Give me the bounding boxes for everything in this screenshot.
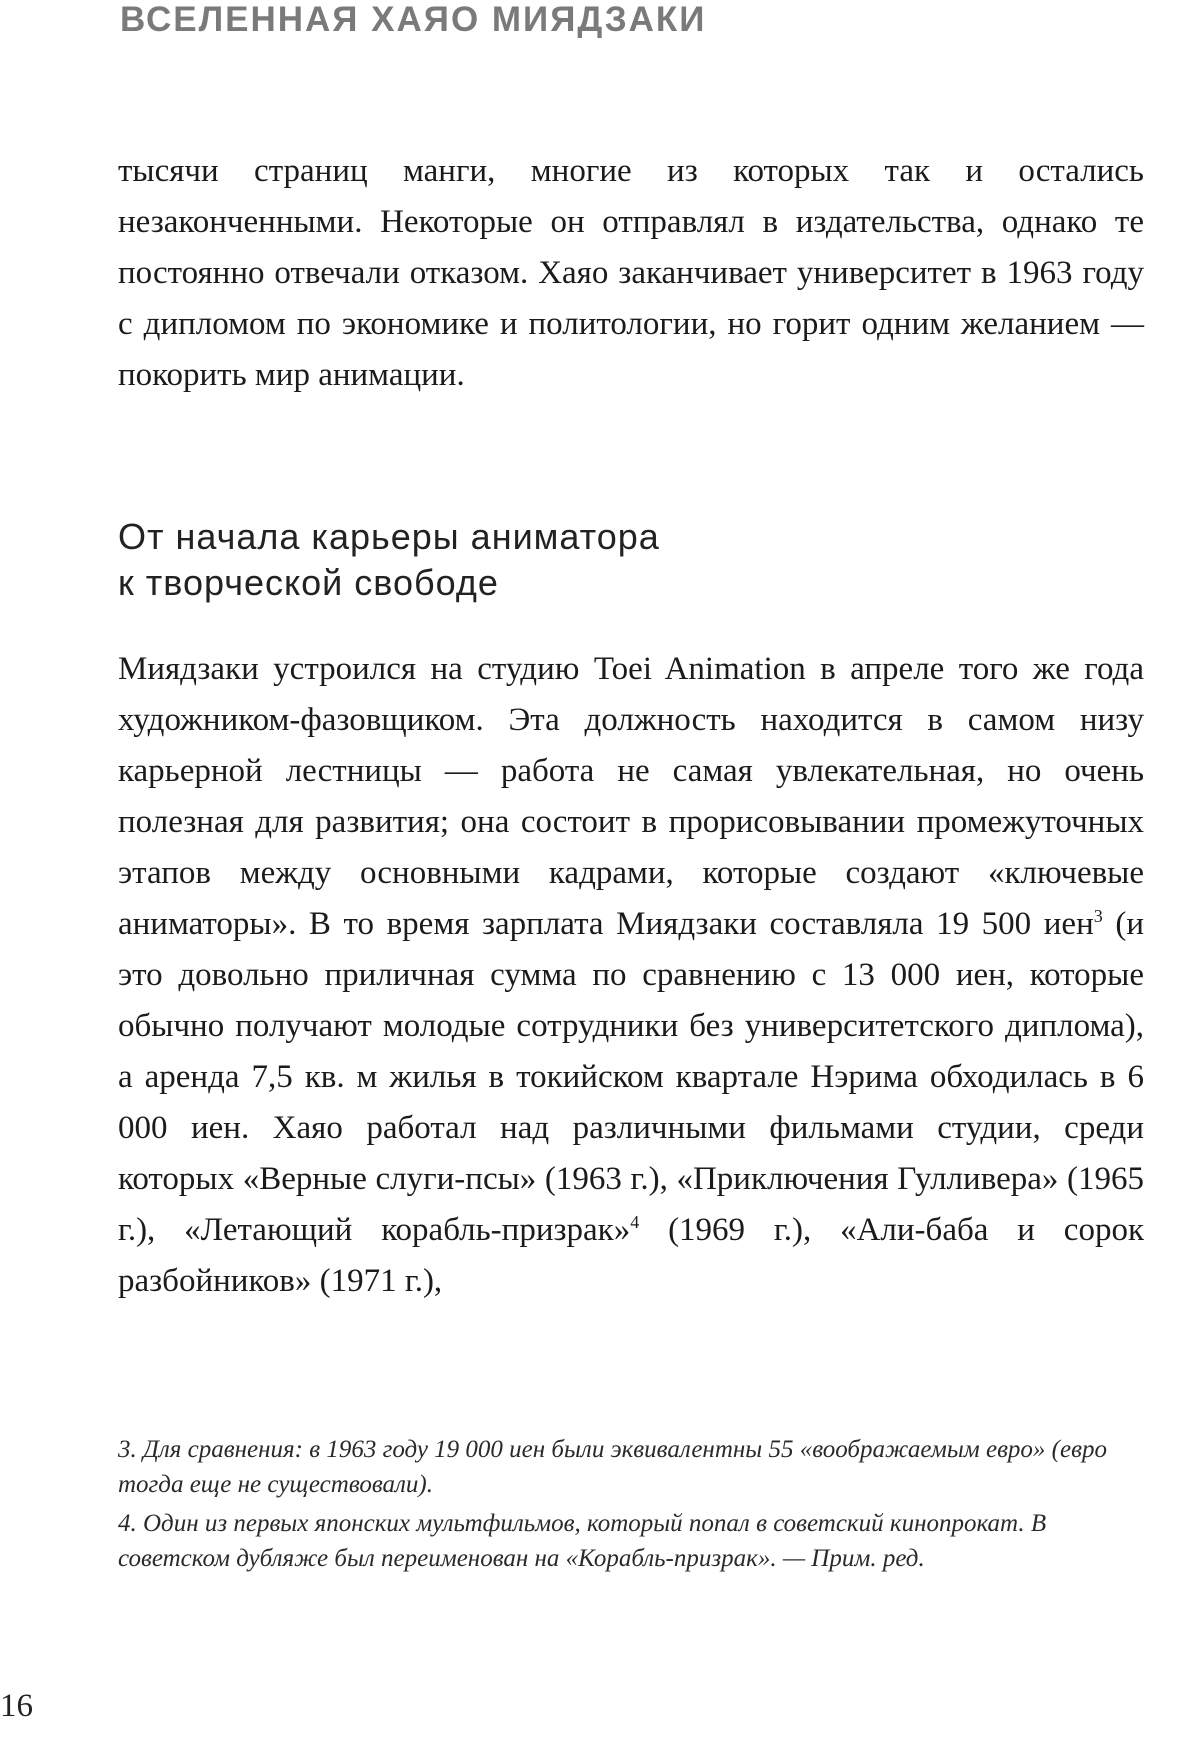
footnote-4: 4. Один из первых японских мультфильмов, который попал в советский кинопрокат. В советском дубляже был переименован на «Корабль-призрак». — Прим. ред. xyxy=(118,1510,1047,1572)
paragraph-text: тысячи страниц манги, многие из которых так и остались незаконченными. Некоторые он отправлял в издательства, однако те постоянно отвечали отказом. Хаяо заканчивает университет в 1963 году с дипломом по экономике и политологии, но горит одним желанием — покорить мир анимации. xyxy=(118,153,1144,393)
body-paragraph-top xyxy=(118,146,1144,401)
section-heading xyxy=(118,514,1118,606)
running-head: ВСЕЛЕННАЯ ХАЯО МИЯДЗАКИ xyxy=(120,0,707,39)
page-number: 16 xyxy=(0,1688,33,1724)
paragraph-segment: (1969 г.), «Али-баба и сорок разбойников» (1971 г.), xyxy=(118,1212,1144,1299)
paragraph-segment: (и это довольно приличная сумма по сравнению с 13 000 иен, которые обычно получают молодые сотрудники без университетского диплома), а аренда 7,5 кв. м жилья в токийском квартале Нэрима обходилась в 6 000 иен. Хаяо работал над различными фильмами студии, среди которых «Верные слуги-псы» (1963 г.), «Приключения Гулливера» (1965 г.), «Летающий корабль-призрак» xyxy=(118,906,1144,1248)
footnote-3: 3. Для сравнения: в 1963 году 19 000 иен были эквивалентны 55 «воображаемым евро» (евро тогда еще не существовали). xyxy=(118,1436,1107,1498)
footnote-ref-3: 3 xyxy=(1093,906,1103,926)
paragraph-segment: Миядзаки устроился на студию Toei Animation в апреле того же года художником-фазовщиком. Эта должность находится в самом низу карьерной лестницы — работа не самая увлекательная, но очень полезная для развития; она состоит в прорисовывании промежуточных этапов между основными кадрами, которые создают «ключевые аниматоры». В то время зарплата Миядзаки составляла 19 500 иен xyxy=(118,651,1144,942)
footnotes xyxy=(118,1432,1144,1580)
section-heading-line-1: От начала карьеры аниматора xyxy=(118,516,660,557)
body-paragraph-main xyxy=(118,644,1144,1307)
paragraph-text xyxy=(118,644,1144,1307)
section-heading-line-2: к творческой свободе xyxy=(118,562,499,603)
footnote-ref-4: 4 xyxy=(630,1212,640,1232)
